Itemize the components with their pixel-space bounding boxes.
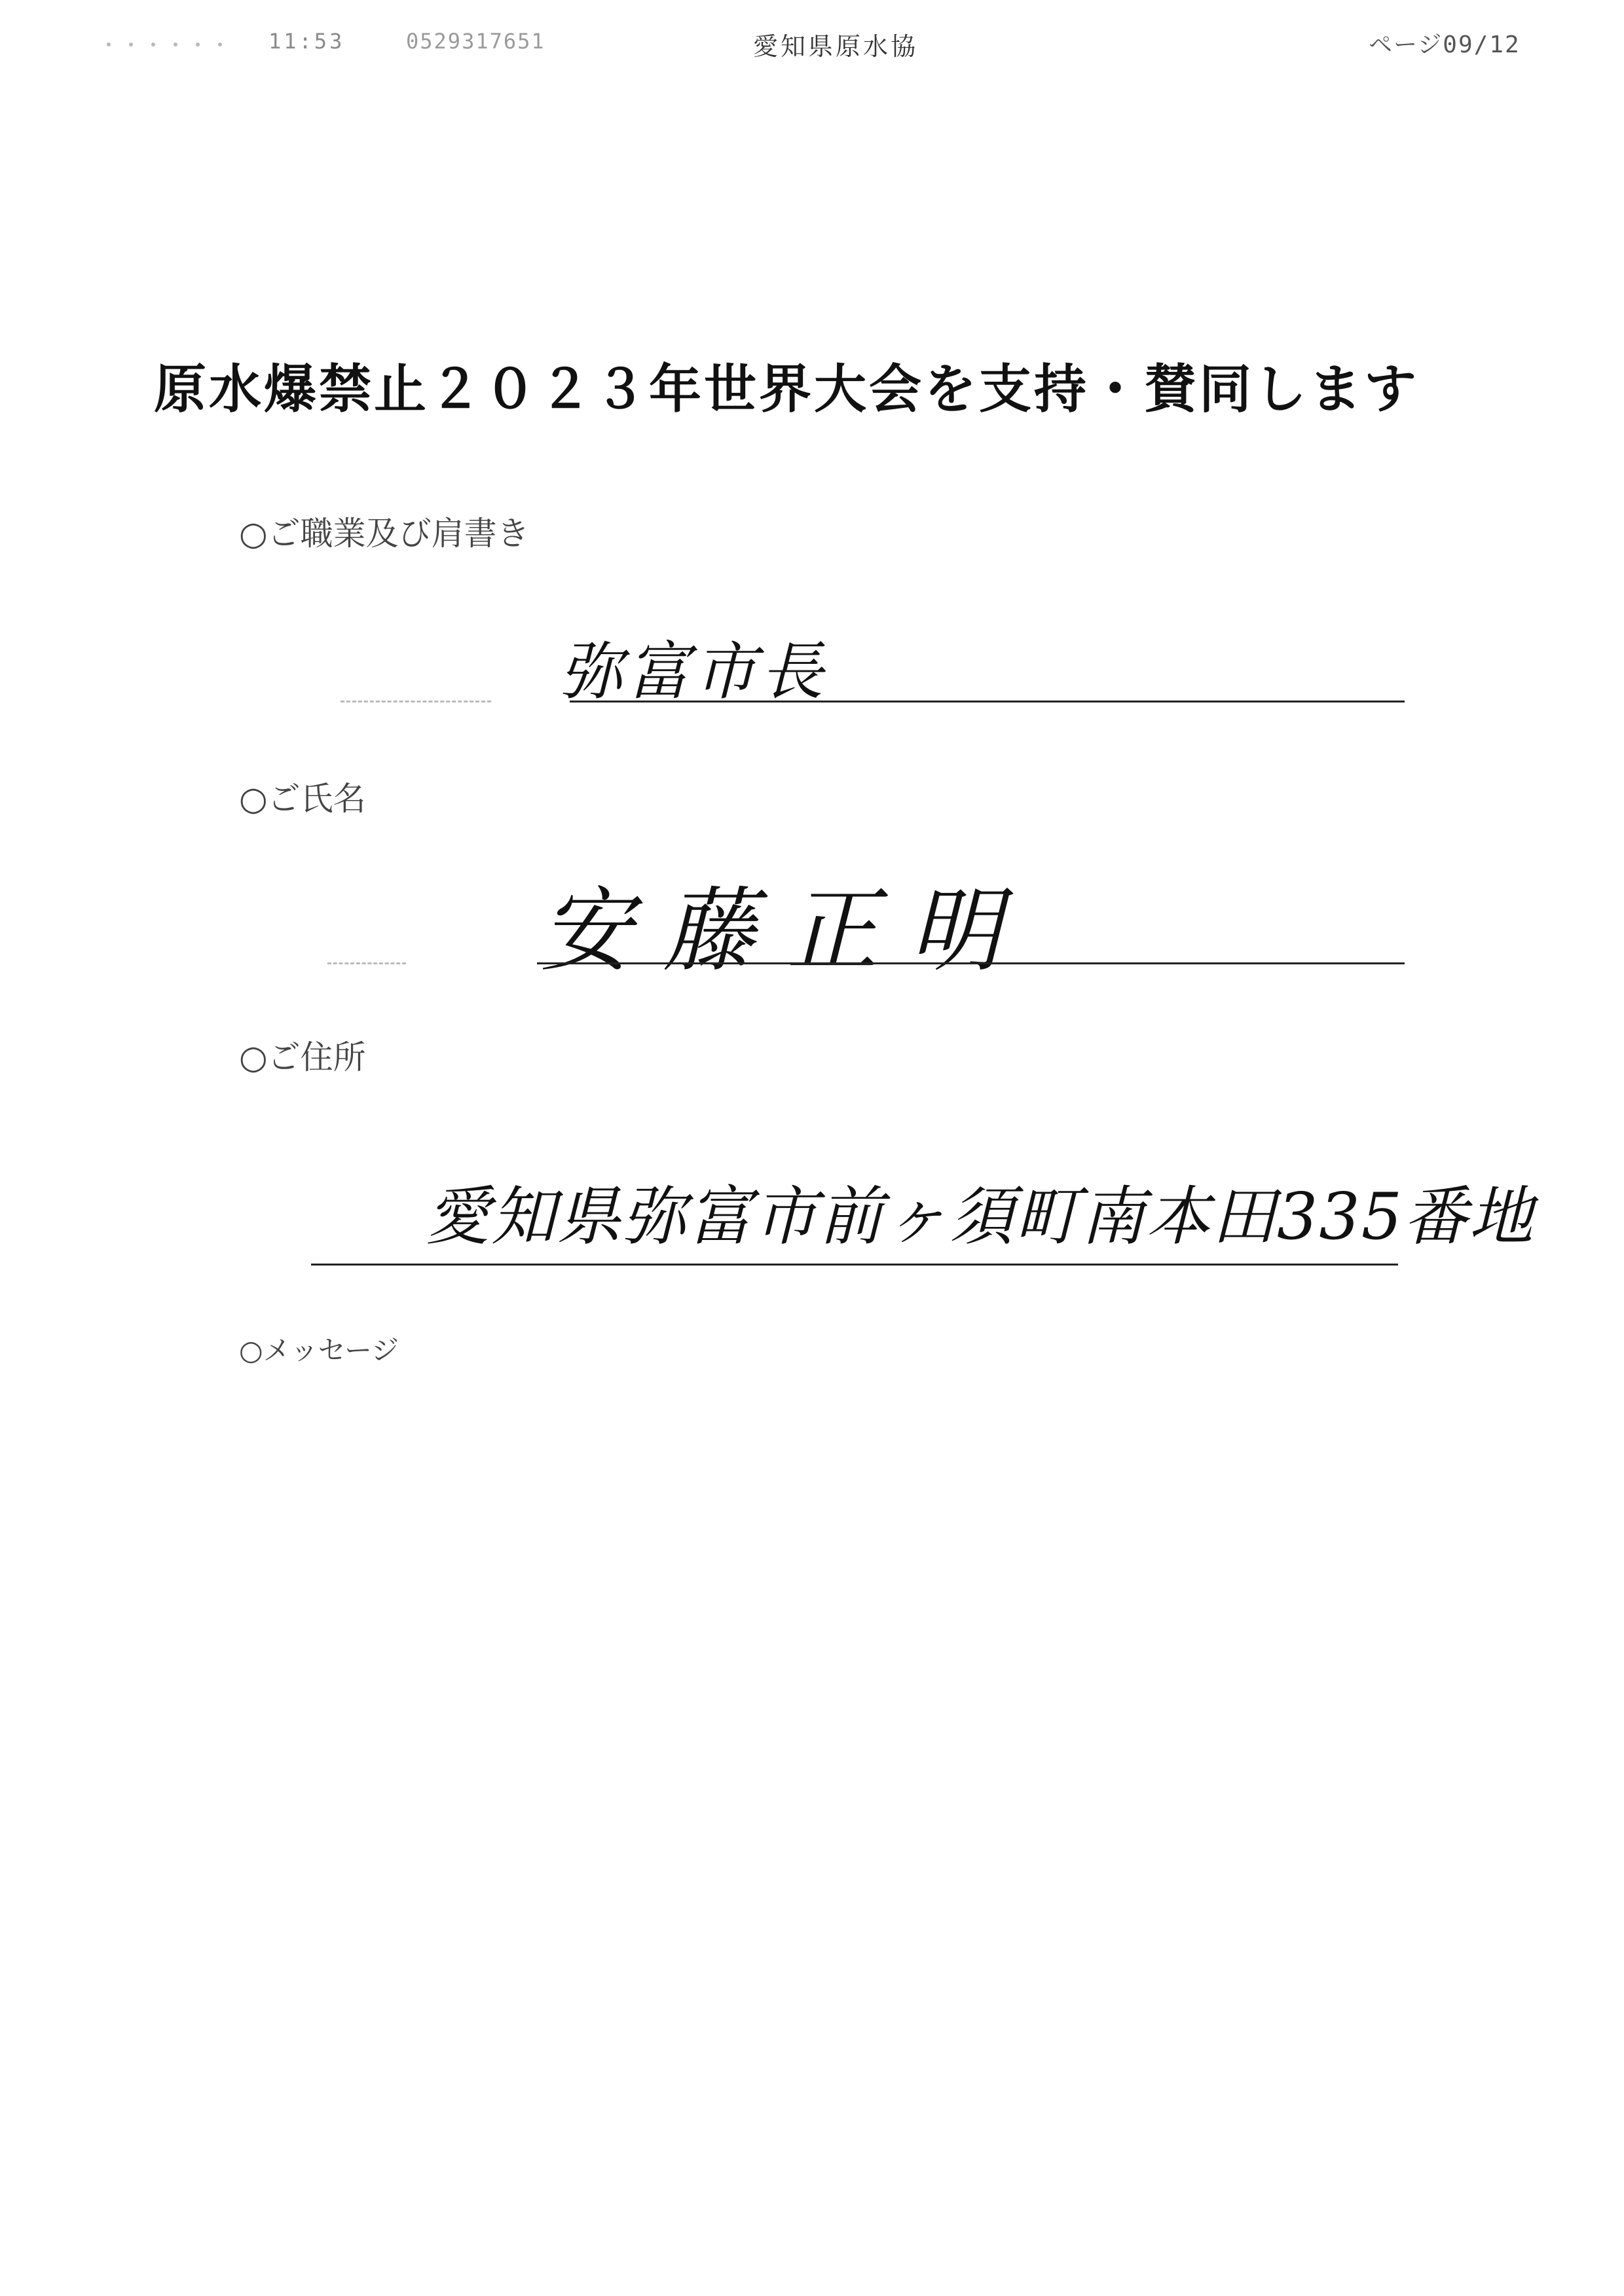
document-title: 原水爆禁止２０２３年世界大会を支持・賛同します	[154, 359, 1419, 420]
occupation-label: ○ご職業及び肩書き	[239, 515, 530, 553]
name-underline-faint	[327, 962, 406, 964]
fax-sender-name: 愛知県原水協	[753, 32, 919, 61]
fax-sender-number: 0529317651	[406, 29, 545, 54]
address-value: 愛知県弥富市前ヶ須町南本田335番地	[426, 1180, 1535, 1254]
address-underline	[311, 1264, 1398, 1266]
message-label: ○メッセージ	[239, 1334, 399, 1366]
fax-faint-text: ・・・・・・	[98, 33, 232, 58]
name-underline	[537, 962, 1405, 964]
occupation-underline-faint	[341, 701, 491, 702]
name-label: ○ご氏名	[239, 780, 366, 818]
occupation-value: 弥富市長	[560, 635, 827, 708]
fax-page-number: ページ09/12	[1369, 31, 1521, 58]
fax-time: 11:53	[268, 29, 345, 54]
address-label: ○ご住所	[239, 1038, 366, 1076]
occupation-underline	[570, 701, 1405, 702]
name-value: 安藤正明	[540, 878, 1033, 985]
fax-transmission-header	[0, 0, 1624, 85]
